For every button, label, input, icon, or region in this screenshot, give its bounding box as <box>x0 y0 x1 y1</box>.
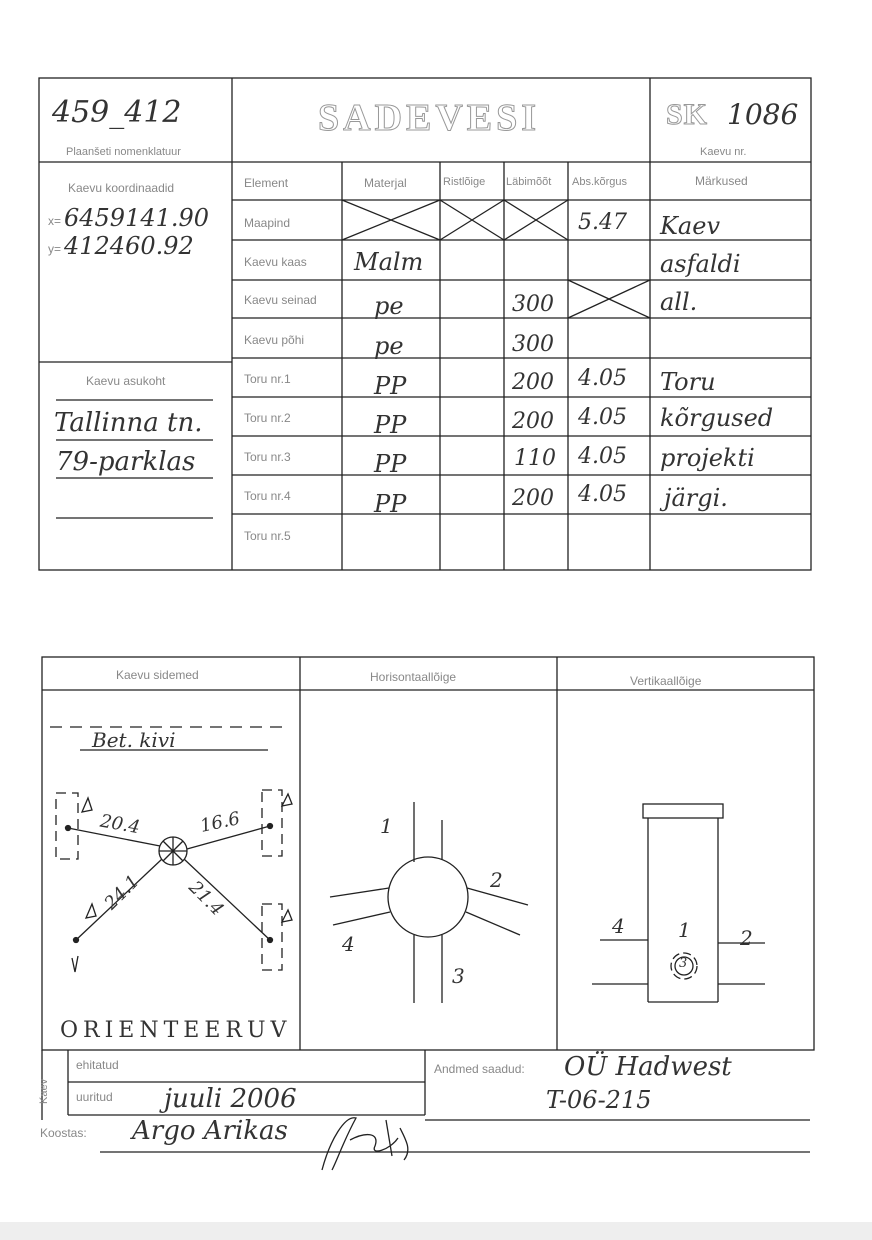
vpipe-label-1: 1 <box>678 918 691 942</box>
row-material: PP <box>374 450 407 478</box>
row-element: Kaevu kaas <box>244 255 307 269</box>
x-prefix: x= <box>48 214 62 228</box>
row-material: PP <box>374 372 407 400</box>
row-material: PP <box>374 411 407 439</box>
compiled-label: Koostas: <box>40 1126 87 1140</box>
row-material: PP <box>374 490 407 518</box>
row-material: pe <box>374 332 404 360</box>
header-diameter: Läbimõõt <box>506 176 552 188</box>
header-cross-section: Ristlõige <box>443 176 486 188</box>
hpipe-label-4: 4 <box>342 932 355 956</box>
document-title: SADEVESI <box>318 97 541 139</box>
hpipe-label-1: 1 <box>380 814 393 838</box>
row-note: Kaev <box>660 212 720 240</box>
distance-bottom-right: 21.4 <box>184 876 228 921</box>
row-diameter: 110 <box>514 446 556 471</box>
surveyed-label: uuritud <box>76 1090 113 1104</box>
y-coordinate: 412460.92 <box>64 232 194 260</box>
vpipe-label-2: 2 <box>740 926 753 950</box>
row-note: projekti <box>660 444 755 472</box>
surveyed-date: juuli 2006 <box>164 1084 297 1114</box>
hpipe-label-2: 2 <box>490 868 503 892</box>
row-element: Toru nr.5 <box>244 529 291 543</box>
header-element: Element <box>244 176 289 190</box>
nomenclature-label: Plaanšeti nomenklatuur <box>66 146 181 158</box>
location-line-1: Tallinna tn. <box>54 408 203 438</box>
row-element: Kaevu seinad <box>244 293 317 307</box>
row-diameter: 300 <box>512 332 554 357</box>
row-material: pe <box>374 292 404 320</box>
orientation-note: ORIENTEERUV <box>60 1018 292 1043</box>
distance-top-left: 20.4 <box>98 810 142 839</box>
row-note: asfaldi <box>660 250 741 278</box>
section-ties-label: Kaevu sidemed <box>116 668 199 682</box>
source-label: Andmed saadud: <box>434 1062 525 1076</box>
location-label: Kaevu asukoht <box>86 374 166 388</box>
well-number-label: Kaevu nr. <box>700 146 747 158</box>
row-diameter: 200 <box>512 370 554 395</box>
row-height: 4.05 <box>578 405 627 430</box>
x-coordinate: 6459141.90 <box>64 204 210 232</box>
section-horizontal-label: Horisontaallõige <box>370 670 457 684</box>
row-element: Toru nr.3 <box>244 450 291 464</box>
row-note: Toru <box>660 368 716 396</box>
nomenclature-value: 459_412 <box>52 95 182 130</box>
row-element: Toru nr.2 <box>244 411 291 425</box>
distance-bottom-left: 24.1 <box>100 870 144 915</box>
row-height: 4.05 <box>578 366 627 391</box>
row-element: Kaevu põhi <box>244 333 305 347</box>
vpipe-label-3: 3 <box>679 956 688 971</box>
y-prefix: y= <box>48 242 62 256</box>
compiled-by: Argo Arikas <box>132 1116 288 1146</box>
row-element: Toru nr.4 <box>244 489 291 503</box>
row-height: 4.05 <box>578 444 627 469</box>
source-company: OÜ Hadwest <box>564 1052 732 1082</box>
reference-label: Bet. kivi <box>92 728 176 752</box>
row-height: 4.05 <box>578 482 627 507</box>
location-line-2: 79-parklas <box>56 447 196 477</box>
scan-edge <box>0 1222 872 1240</box>
header-material: Materjal <box>364 176 407 190</box>
header-notes: Märkused <box>695 174 748 188</box>
section-vertical-label: Vertikaallõige <box>630 674 702 688</box>
row-note: kõrgused <box>660 404 774 432</box>
well-side-label: Kaev <box>38 1078 50 1104</box>
vpipe-label-4: 4 <box>612 914 625 938</box>
coordinates-label: Kaevu koordinaadid <box>68 181 175 195</box>
well-number: 1086 <box>727 98 799 131</box>
row-element: Toru nr.1 <box>244 372 291 386</box>
row-note: järgi. <box>664 484 728 512</box>
row-diameter: 200 <box>512 409 554 434</box>
built-label: ehitatud <box>76 1058 119 1072</box>
row-diameter: 300 <box>512 292 554 317</box>
row-note: all. <box>660 288 698 316</box>
row-diameter: 200 <box>512 486 554 511</box>
well-prefix: SK <box>666 98 709 131</box>
row-element: Maapind <box>244 216 291 230</box>
row-height: 5.47 <box>578 210 627 235</box>
hpipe-label-3: 3 <box>452 964 465 988</box>
source-reference: T-06-215 <box>546 1086 652 1114</box>
header-abs-height: Abs.kõrgus <box>572 176 628 188</box>
row-material: Malm <box>354 248 424 276</box>
distance-top-right: 16.6 <box>198 808 242 837</box>
